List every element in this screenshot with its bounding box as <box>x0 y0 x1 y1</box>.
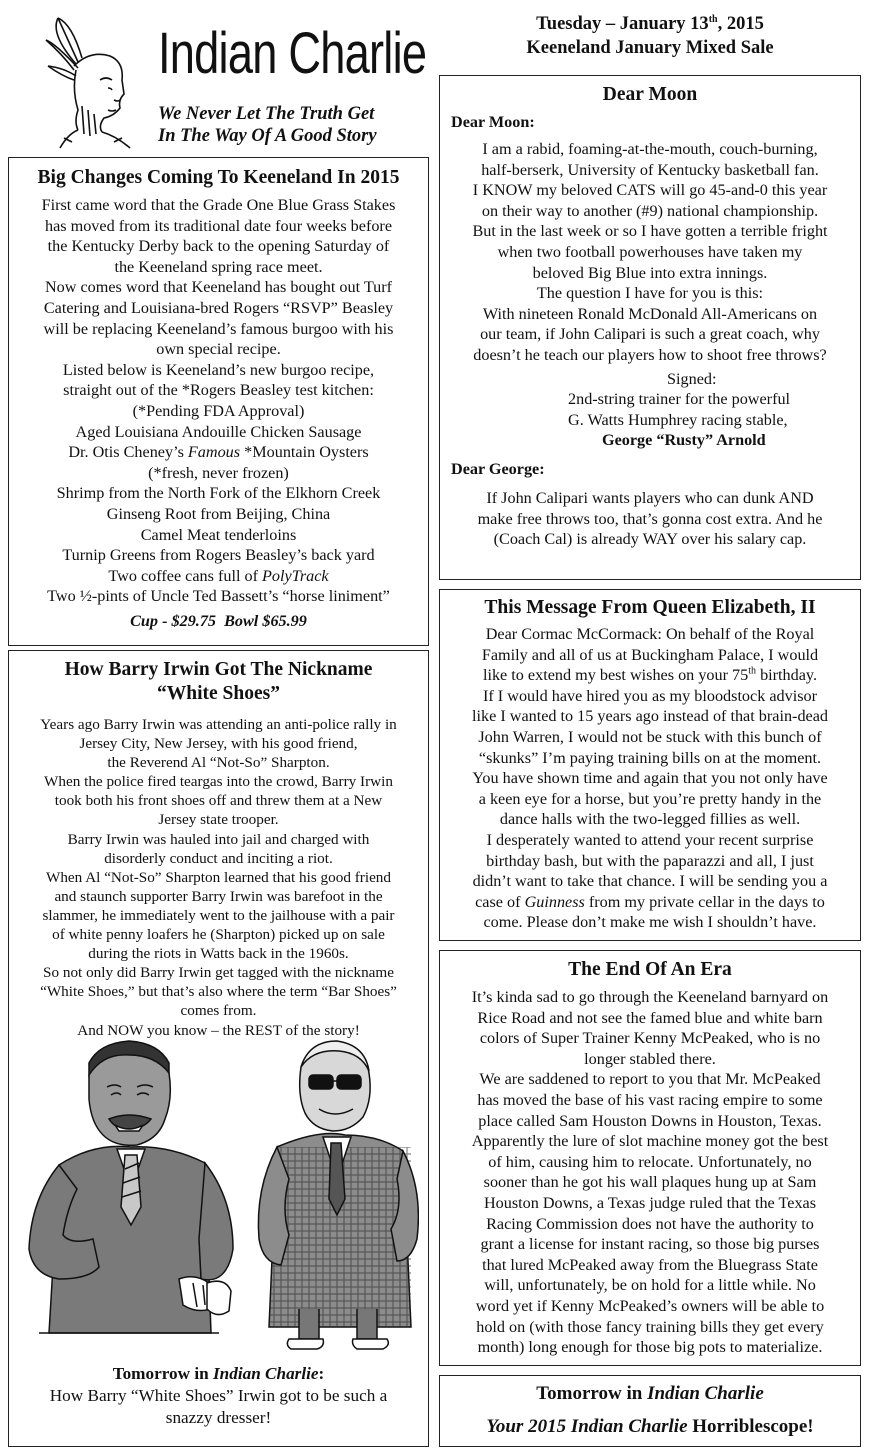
letter-body: I am a rabid, foaming-at-the-mouth, couch-burning, half-berserk, University of Kentucky basketball fan. I KNOW my beloved CATS will go 45-and-0 this year on their way to another (#9) national championship. But in the last week or so I have gotten a terrible fright when two football powerhouses have taken my beloved Big Blue into extra innings. The question I have for you is this: With nineteen Ronald McDonald All-Americans on our team, if John Calipari is such a great coach, why doesn’t he teach our players how to shoot free throws? <box>472 140 828 364</box>
cartoon-illustration <box>19 1039 419 1351</box>
article-title: How Barry Irwin Got The Nickname “White Shoes” <box>64 659 373 704</box>
article-body: First came word that the Grade One Blue Grass Stakes has moved from its traditional date four weeks before the Kentucky Derby back to the opening Saturday of the Keeneland spring race meet. Now comes word that Keeneland has bought out Turf Catering and Louisiana-bred Rogers “RSVP” Beasley will be replacing Keeneland’s famous burgoo with his own special recipe. Listed below is Keeneland’s new burgoo recipe, straight out of the *Rogers Beasley test kitchen: (*Pending FDA Approval) Aged Louisiana Andouille Chicken Sausage Dr. Otis Cheney’s Famous *Mountain Oysters (*fresh, never frozen) Shrimp from the North Fork of the Elkhorn Creek Ginseng Root from Beijing, China Camel Meat tenderloins Turnip Greens from Rogers Beasley’s back yard Two coffee cans full of PolyTrack Two ½-pints of Uncle Ted Bassett’s “horse liniment” <box>41 196 396 606</box>
article-body: It’s kinda sad to go through the Keeneland barnyard on Rice Road and not see the famed blue and white barn colors of Super Trainer Kenny McPeaked, who is no longer stabled there. We are saddened to report to you that Mr. McPeaked has moved the base of his vast racing empire to some place called Sam Houston Downs in Houston, Texas. Apparently the lure of slot machine money got the best of him, causing him to relocate. Unfortunately, no sooner than he got his wall plaques hung up at Sam Houston Downs, a Texas judge ruled that the Texas Racing Commission does not have the authority to grant a license for instant racing, so those big purses that lured McPeaked away from the Bluegrass State will, unfortunately, be on hold for a little while. No word yet if Kenny McPeaked’s owners will be able to hold on (with those fancy training bills they get every month) long enough for those big pots to materialize. <box>471 988 829 1357</box>
article-body: Dear Cormac McCormack: On behalf of the Royal Family and all of us at Buckingham Palace, I would like to extend my best wishes on your 75th birthday. If I would have hired you as my bloodstock advisor like I wanted to 15 years ago instead of that brain-dead John Warren, I would not be stuck with this bunch of “skunks” I’m paying training bills on at the moment. You have shown time and again that you not only have a keen eye for a horse, but you’re pretty handy in the dance halls with the two-legged fillies as well. I desperately wanted to attend your recent surprise birthday bash, but with the paparazzi and all, I just didn’t want to take that chance. I will be sending you a case of Guinness from my private cellar in the days to come. Please don’t make me wish I shouldn’t have. <box>472 625 828 932</box>
article-queen-message <box>439 589 861 941</box>
masthead <box>8 6 433 156</box>
cartoon-irwin <box>258 1041 418 1349</box>
article-white-shoes <box>8 650 429 1447</box>
masthead-title: Indian Charlie <box>158 21 427 86</box>
letter-signature: Signed: 2nd-string trainer for the powerful G. Watts Humphrey racing stable, George “Rusty” Arnold <box>568 369 791 450</box>
article-dear-moon <box>439 75 861 580</box>
article-body: Years ago Barry Irwin was attending an anti-police rally in Jersey City, New Jersey, with his good friend, the Reverend Al “Not-So” Sharpton. When the police fired teargas into the crowd, Barry Irwin took both his front shoes off and threw them at a New Jersey state trooper. Barry Irwin was hauled into jail and charged with disorderly conduct and inciting a riot. When Al “Not-So” Sharpton learned that his good friend and staunch supporter Barry Irwin was barefoot in the slammer, he immediately went to the jailhouse with a pair of white penny loafers he (Sharpton) picked up on sale during the riots in Watts back in the 1960s. So not only did Barry Irwin get tagged with the nickname “White Shoes,” but that’s also where the term “Bar Shoes” comes from. And NOW you know – the REST of the story! <box>40 716 397 1039</box>
article-end-of-an-era <box>439 950 861 1366</box>
burgoo-price: Cup - $29.75 Bowl $65.99 <box>130 611 307 630</box>
reply-body: If John Calipari wants players who can dunk AND make free throws too, that’s gonna cost extra. And he (Coach Cal) is already WAY over his salary cap. <box>477 488 823 549</box>
dateline-event: Keeneland January Mixed Sale <box>526 38 774 58</box>
reply-salutation: Dear George: <box>451 459 545 478</box>
letter-salutation: Dear Moon: <box>451 113 535 131</box>
cartoon-sharpton <box>29 1041 233 1333</box>
article-title: Big Changes Coming To Keeneland In 2015 <box>37 167 400 188</box>
article-title: Dear Moon <box>602 84 698 105</box>
article-title: This Message From Queen Elizabeth, II <box>484 597 816 618</box>
article-title: The End Of An Era <box>568 959 732 980</box>
tomorrow-line-1: Tomorrow in Indian Charlie <box>536 1383 764 1404</box>
tomorrow-line-2: Your 2015 Indian Charlie Horriblescope! <box>486 1416 814 1437</box>
tomorrow-box <box>439 1375 861 1447</box>
masthead-tagline-2: In The Way Of A Good Story <box>158 126 377 146</box>
tomorrow-teaser: Tomorrow in Indian Charlie: How Barry “White Shoes” Irwin got to be such a snazzy dresser! <box>49 1364 388 1427</box>
indian-logo-icon <box>38 10 138 152</box>
dateline <box>440 12 860 60</box>
masthead-tagline-1: We Never Let The Truth Get <box>158 104 375 124</box>
dateline-date: Tuesday – January 13th, 2015 <box>536 13 764 34</box>
article-keeneland-changes <box>8 157 429 646</box>
